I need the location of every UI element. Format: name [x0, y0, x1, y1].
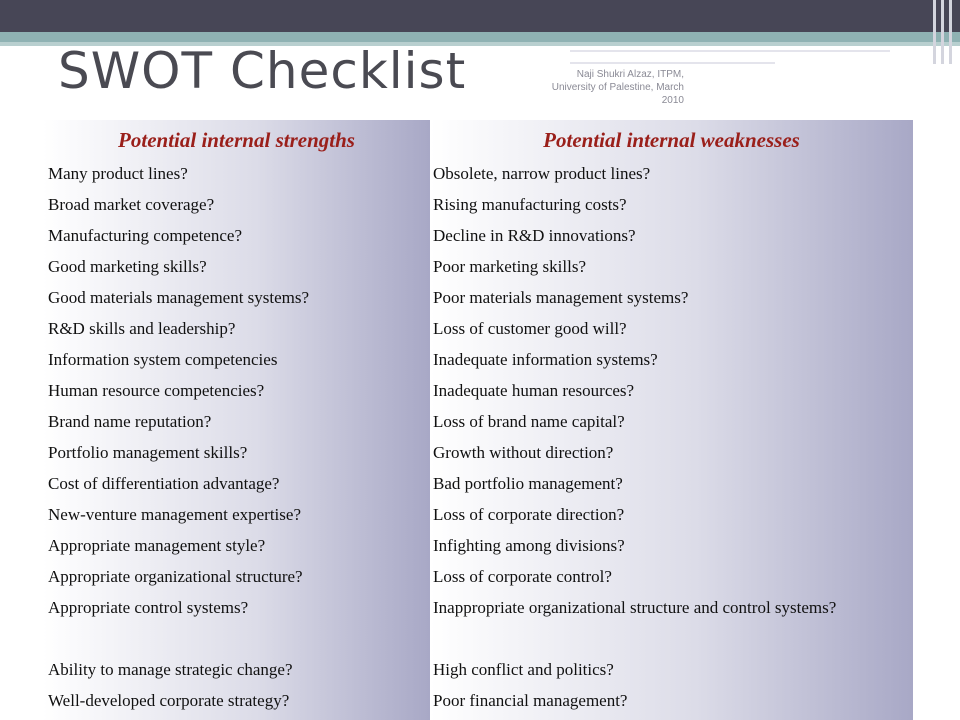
weakness-item: Poor materials management systems? [433, 288, 689, 307]
strength-item: R&D skills and leadership? [48, 319, 236, 338]
weakness-item: High conflict and politics? [433, 660, 614, 679]
strength-item: Brand name reputation? [48, 412, 212, 431]
strength-item: Broad market coverage? [48, 195, 215, 214]
strength-item: Appropriate management style? [48, 536, 266, 555]
weakness-item: Poor marketing skills? [433, 257, 586, 276]
weakness-item: Inappropriate organizational structure and control systems? [433, 598, 837, 617]
strength-item: Human resource competencies? [48, 381, 265, 400]
strength-item: Portfolio management skills? [48, 443, 248, 462]
weakness-item: Inadequate information systems? [433, 350, 658, 369]
weakness-item: Inadequate human resources? [433, 381, 635, 400]
accent-stripe [0, 32, 960, 42]
weakness-item: Obsolete, narrow product lines? [433, 164, 651, 183]
weaknesses-list [430, 158, 913, 716]
weakness-item: Loss of corporate control? [433, 567, 612, 586]
divider-line [570, 50, 890, 52]
weaknesses-header: Potential internal weaknesses [543, 128, 800, 152]
weaknesses-column [430, 120, 913, 720]
strength-item: Many product lines? [48, 164, 188, 183]
weakness-item: Poor financial management? [433, 691, 628, 710]
divider-line [570, 62, 775, 64]
weakness-item: Rising manufacturing costs? [433, 195, 627, 214]
strength-item: Well-developed corporate strategy? [48, 691, 290, 710]
strength-item: Good marketing skills? [48, 257, 207, 276]
weakness-item: Infighting among divisions? [433, 536, 625, 555]
strength-item: Manufacturing competence? [48, 226, 242, 245]
strength-item: New-venture management expertise? [48, 505, 301, 524]
weakness-item: Loss of corporate direction? [433, 505, 625, 524]
strength-item: Appropriate control systems? [48, 598, 249, 617]
strengths-header: Potential internal strengths [118, 128, 355, 152]
strength-item: Cost of differentiation advantage? [48, 474, 280, 493]
strength-item: Appropriate organizational structure? [48, 567, 303, 586]
weakness-item: Growth without direction? [433, 443, 614, 462]
strengths-list [43, 158, 430, 716]
top-bar [0, 0, 960, 32]
strength-item: Good materials management systems? [48, 288, 310, 307]
strength-item: Information system competencies [48, 350, 278, 369]
weakness-item: Loss of brand name capital? [433, 412, 625, 431]
weakness-item: Loss of customer good will? [433, 319, 627, 338]
swot-table [43, 120, 913, 720]
weakness-item: Decline in R&D innovations? [433, 226, 636, 245]
strengths-column [43, 120, 430, 720]
corner-decoration [926, 0, 960, 64]
author-note: Naji Shukri Alzaz, ITPM, University of Palestine, March 2010 [551, 69, 684, 106]
weakness-item: Bad portfolio management? [433, 474, 623, 493]
strength-item: Ability to manage strategic change? [48, 660, 293, 679]
slide-title: SWOT Checklist [58, 42, 467, 100]
